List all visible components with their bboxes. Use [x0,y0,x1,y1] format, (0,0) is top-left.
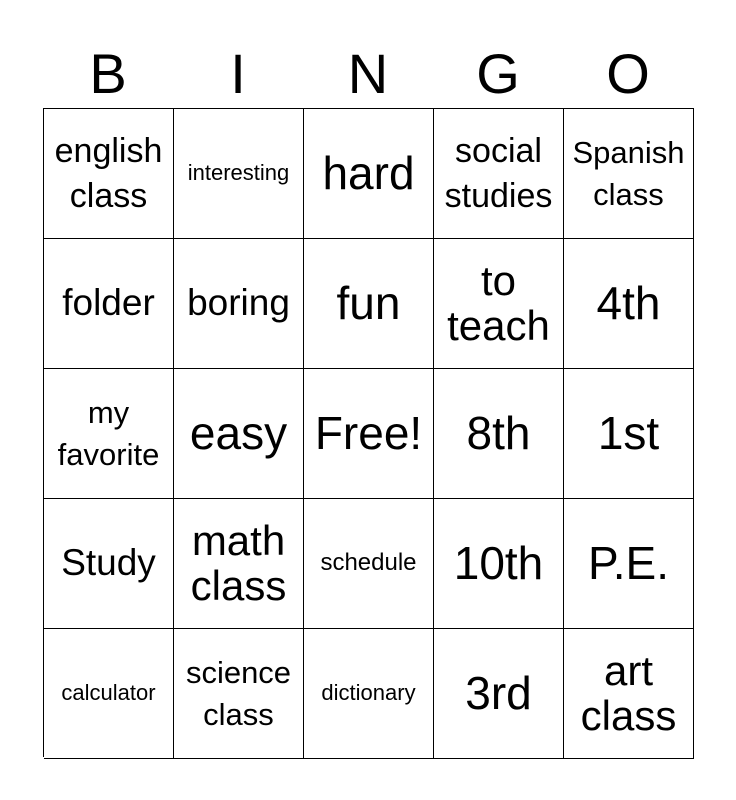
bingo-cell: 8th [434,369,564,499]
bingo-cell: to teach [434,239,564,369]
header-letter-g: G [476,42,520,105]
bingo-cell: social studies [434,109,564,239]
bingo-cell: folder [44,239,174,369]
bingo-cell: hard [304,109,434,239]
bingo-cell: calculator [44,629,174,759]
bingo-header [43,40,693,108]
bingo-cell: easy [174,369,304,499]
bingo-cell: fun [304,239,434,369]
bingo-cell: schedule [304,499,434,629]
bingo-cell: Free! [304,369,434,499]
bingo-cell: Study [44,499,174,629]
bingo-cell: science class [174,629,304,759]
bingo-cell: boring [174,239,304,369]
bingo-cell: dictionary [304,629,434,759]
bingo-cell: art class [564,629,694,759]
bingo-cell: 10th [434,499,564,629]
bingo-cell: my favorite [44,369,174,499]
header-letter-b: B [89,42,127,105]
bingo-cell: 1st [564,369,694,499]
header-letter-o: O [606,42,650,105]
bingo-cell: Spanish class [564,109,694,239]
header-letter-i: I [230,42,246,105]
bingo-cell: P.E. [564,499,694,629]
bingo-board [43,108,694,757]
bingo-cell: math class [174,499,304,629]
bingo-cell: english class [44,109,174,239]
bingo-cell: interesting [174,109,304,239]
bingo-cell: 3rd [434,629,564,759]
header-letter-n: N [347,42,389,105]
bingo-cell: 4th [564,239,694,369]
